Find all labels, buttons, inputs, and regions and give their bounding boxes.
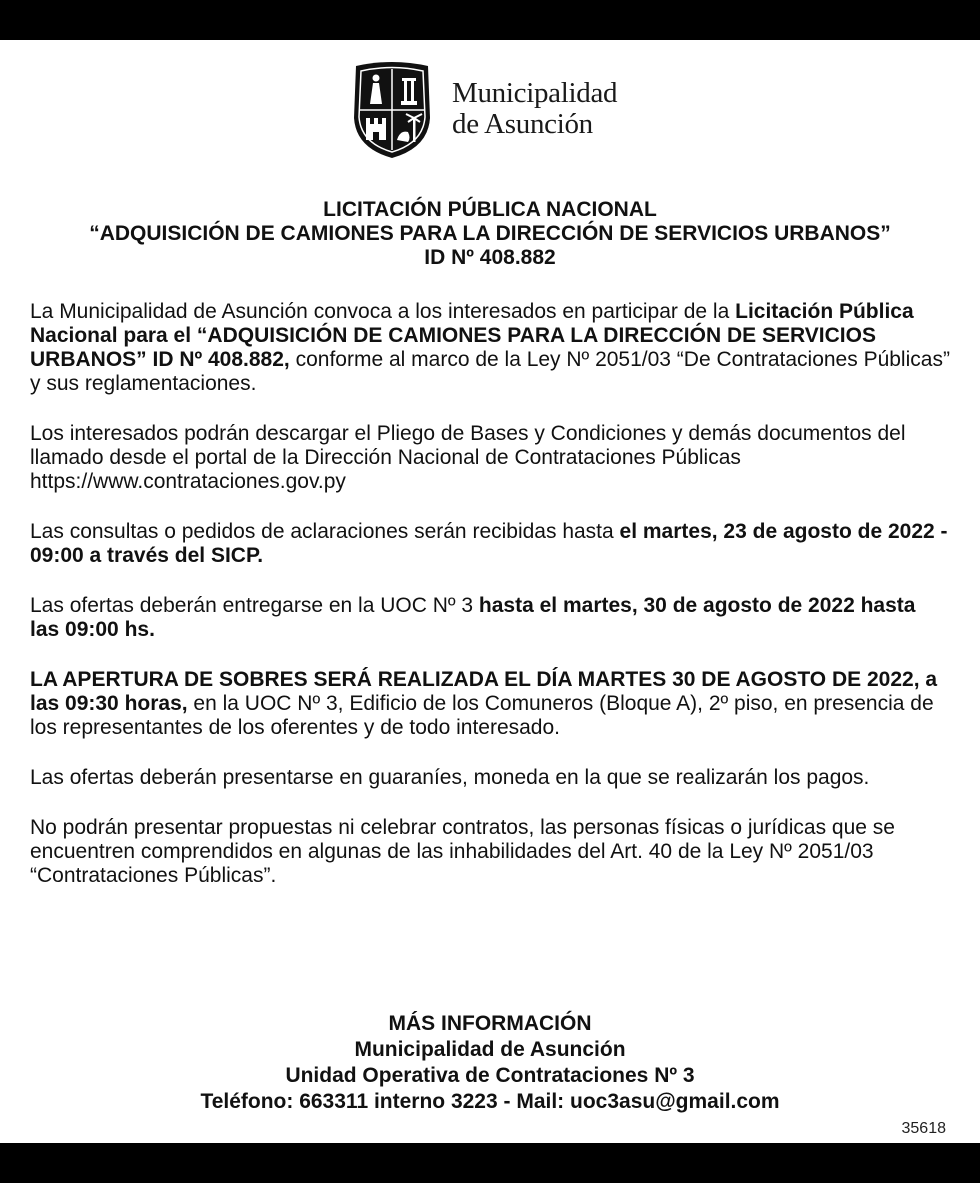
paragraph-text: conforme al marco de la Ley Nº 2051/03 “De Contrataciones Públicas” y sus reglamentaciones. [30,348,950,395]
paragraph-restrictions: No podrán presentar propuestas ni celebrar contratos, las personas físicas o jurídicas que se encuentren comprendidos en algunas de las inhabilidades del Art. 40 de la Ley Nº 2051/03 “Contrataciones Públicas”. [30,816,895,887]
footer-contact: Teléfono: 663311 interno 3223 - Mail: uoc3asu@gmail.com [200,1090,780,1113]
paragraph-text: Las consultas o pedidos de aclaraciones serán recibidas hasta [30,520,620,543]
notice-body [30,300,950,914]
paragraph-currency: Las ofertas deberán presentarse en guaraníes, moneda en la que se realizarán los pagos. [30,766,870,789]
footer-organization: Municipalidad de Asunción [354,1038,626,1061]
paragraph-bold: Licitación Pública Nacional para el “ADQUISICIÓN DE CAMIONES PARA LA DIRECCIÓN DE SERVICIOS URBANOS” ID Nº 408.882, [30,300,914,371]
footer-heading: MÁS INFORMACIÓN [388,1012,592,1035]
brand-line-2: de Asunción [452,108,593,140]
paragraph-offers-delivery [30,594,950,642]
paragraph-download: Los interesados podrán descargar el Pliego de Bases y Condiciones y demás documentos del llamado desde el portal de la Dirección Nacional de Contrataciones Públicas https://www.contrataciones.gov.py [30,422,906,493]
paragraph-bold: hasta el martes, 30 de agosto de 2022 hasta las 09:00 hs. [30,594,916,641]
paragraph-text: Las ofertas deberán entregarse en la UOC Nº 3 [30,594,479,617]
paragraph-call [30,300,950,396]
paragraph-queries [30,520,950,568]
top-black-bar [0,0,980,40]
paragraph-bold: el martes, 23 de agosto de 2022 - 09:00 a través del SICP. [30,520,948,567]
contact-info [20,1011,960,1115]
paragraph-text: en la UOC Nº 3, Edificio de los Comuneros (Bloque A), 2º piso, en presencia de los representantes de los oferentes y de todo interesado. [30,692,934,739]
document-title [20,198,960,270]
paragraph-bold: LA APERTURA DE SOBRES SERÁ REALIZADA EL DÍA MARTES 30 DE AGOSTO DE 2022, a las 09:30 horas, [30,668,938,715]
title-line-3: ID Nº 408.882 [424,246,556,269]
bottom-black-bar [0,1143,980,1183]
paragraph-opening [30,668,950,740]
footer-unit: Unidad Operativa de Contrataciones Nº 3 [285,1064,695,1087]
title-line-2: “ADQUISICIÓN DE CAMIONES PARA LA DIRECCIÓN DE SERVICIOS URBANOS” [89,222,891,245]
brand-name [452,78,617,140]
brand-line-1: Municipalidad [452,77,618,109]
header [350,58,650,162]
coat-of-arms-icon [350,60,434,160]
ad-code: 35618 [901,1120,946,1137]
title-line-1: LICITACIÓN PÚBLICA NACIONAL [323,198,657,221]
paragraph-text: La Municipalidad de Asunción convoca a los interesados en participar de la [30,300,736,323]
